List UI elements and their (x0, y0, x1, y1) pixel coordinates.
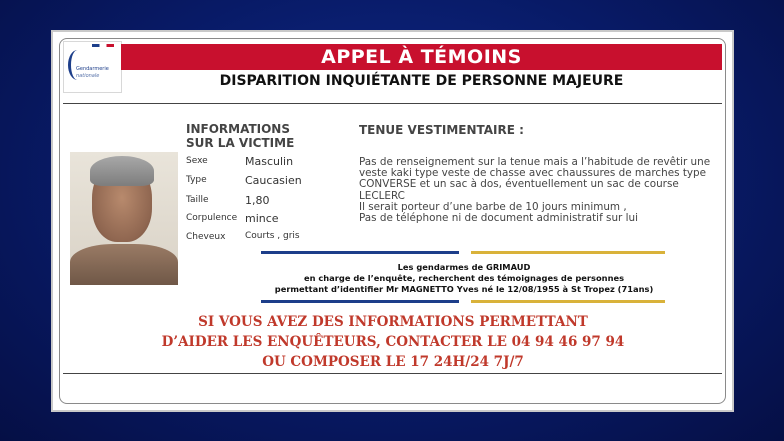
tricolor-bar (92, 44, 114, 47)
contact-call-to-action (153, 312, 633, 372)
call-line: D’AIDER LES ENQUÊTEURS, CONTACTER LE 04 94 46 97 94 (161, 334, 625, 350)
logo-text: Gendarmerie (76, 66, 109, 72)
clothing-heading: TENUE VESTIMENTAIRE : (359, 123, 524, 137)
field-value-height: 1,80 (245, 194, 270, 207)
victim-info-heading-line1: INFORMATIONS (186, 122, 290, 136)
clothing-line: Pas de renseignement sur la tenue mais a l’habitude de revêtir une veste kaki type veste de chasse avec chaussures de marches type CONVERSE et un sac à dos, éventuellement un sac de course LECLERC (359, 156, 711, 202)
notice-line: permettant d’identifier Mr MAGNETTO Yves né le 12/08/1955 à St Tropez (71ans) (274, 284, 654, 294)
field-key-height: Taille (186, 195, 209, 205)
notice-line: en charge de l’enquête, recherchent des témoignages de personnes (303, 273, 625, 283)
appeal-poster (53, 32, 732, 410)
notice-line: Les gendarmes de GRIMAUD (397, 262, 531, 272)
divider-top (63, 103, 722, 104)
field-key-build: Corpulence (186, 213, 238, 223)
photo-hair (90, 156, 154, 186)
field-key-hair: Cheveux (186, 232, 226, 242)
investigation-notice (239, 262, 689, 295)
page-subtitle: DISPARITION INQUIÉTANTE DE PERSONNE MAJEURE (219, 73, 624, 89)
field-value-type: Caucasien (245, 174, 302, 187)
clothing-line: Pas de téléphone ni de document administratif sur lui (359, 212, 638, 225)
field-key-type: Type (186, 175, 207, 185)
field-value-build: mince (245, 212, 279, 225)
page-title: APPEL À TÉMOINS (121, 44, 722, 70)
decorative-stripe-bottom (261, 300, 665, 303)
divider-bottom (63, 373, 722, 374)
field-key-sex: Sexe (186, 156, 208, 166)
victim-info-heading-line2: SUR LA VICTIME (186, 136, 295, 150)
call-line: OU COMPOSER LE 17 24H/24 7J/7 (262, 354, 524, 370)
decorative-stripe-top (261, 251, 665, 254)
logo-subtext: nationale (76, 73, 100, 79)
field-value-sex: Masculin (245, 155, 294, 168)
gendarmerie-logo (63, 41, 122, 93)
clothing-line: Il serait porteur d’une barbe de 10 jours minimum , (359, 200, 627, 213)
clothing-description (359, 157, 723, 224)
victim-info-heading (186, 122, 316, 150)
photo-shoulders (70, 244, 178, 285)
call-line: SI VOUS AVEZ DES INFORMATIONS PERMETTANT (198, 314, 588, 330)
victim-photo (70, 152, 178, 285)
field-value-hair: Courts , gris (245, 231, 300, 241)
